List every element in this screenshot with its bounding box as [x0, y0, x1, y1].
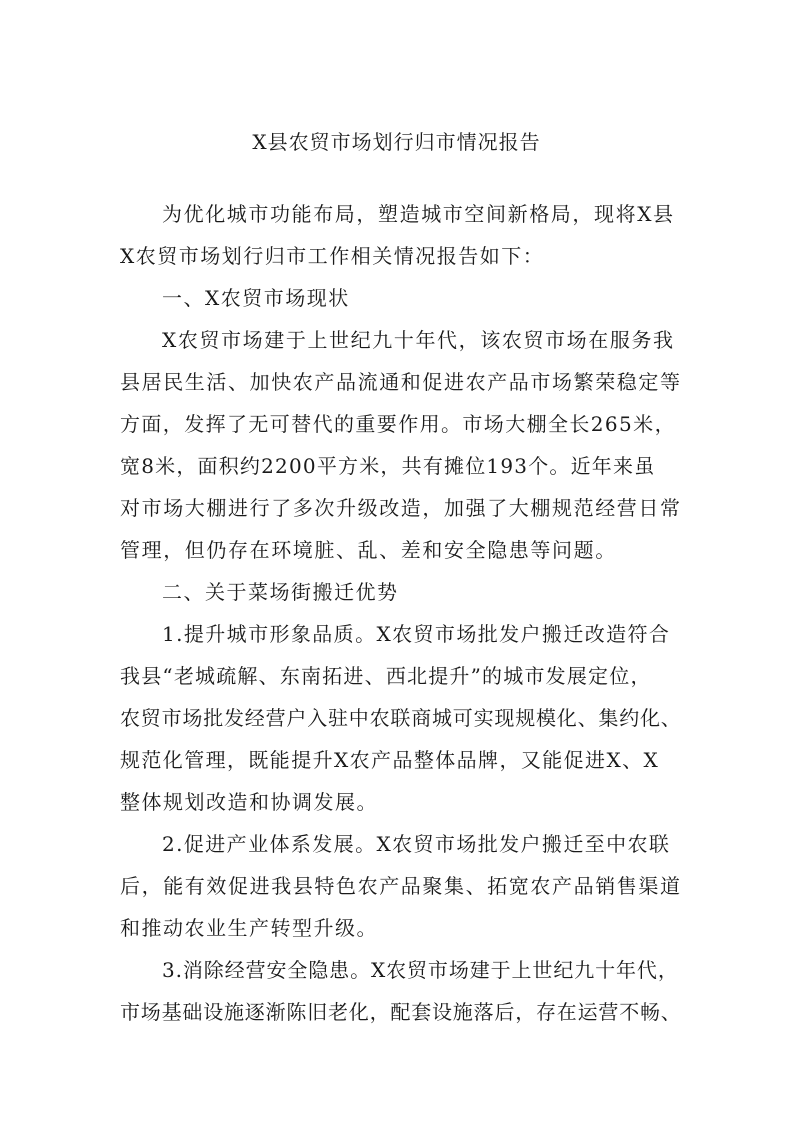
paragraph-line: 规范化管理，既能提升X农产品整体品牌，又能促进X、X — [120, 748, 660, 772]
paragraph-line: 农贸市场批发经营户入驻中农联商城可实现规模化、集约化、 — [120, 706, 682, 730]
paragraph-line: 市场基础设施逐渐陈旧老化，配套设施落后，存在运营不畅、 — [120, 1000, 682, 1024]
paragraph-line: 管理，但仍存在环境脏、乱、差和安全隐患等问题。 — [120, 538, 617, 562]
paragraph-line: X农贸市场建于上世纪九十年代，该农贸市场在服务我 — [162, 328, 675, 352]
paragraph-line: 宽8米，面积约2200平方米，共有摊位193个。近年来虽 — [120, 454, 656, 478]
paragraph-line: 我县“老城疏解、东南拓进、西北提升”的城市发展定位， — [120, 664, 652, 688]
paragraph-line: 县居民生活、加快农产品流通和促进农产品市场繁荣稳定等 — [120, 370, 682, 394]
section-heading: 二、关于菜场街搬迁优势 — [162, 580, 399, 604]
paragraph-line: 整体规划改造和协调发展。 — [120, 790, 378, 814]
section-heading: 一、X农贸市场现状 — [162, 286, 350, 310]
paragraph-line: 2.促进产业体系发展。X农贸市场批发户搬迁至中农联 — [162, 832, 671, 856]
paragraph-line: 1.提升城市形象品质。X农贸市场批发户搬迁改造符合 — [162, 622, 671, 646]
paragraph-line: 后，能有效促进我县特色农产品聚集、拓宽农产品销售渠道 — [120, 874, 682, 898]
paragraph-line: 3.消除经营安全隐患。X农贸市场建于上世纪九十年代， — [162, 958, 679, 982]
paragraph-line: 和推动农业生产转型升级。 — [120, 916, 378, 940]
paragraph-line: X农贸市场划行归市工作相关情况报告如下： — [120, 244, 545, 268]
paragraph-line: 为优化城市功能布局，塑造城市空间新格局，现将X县 — [162, 202, 675, 226]
document-title: X县农贸市场划行归市情况报告 — [252, 130, 541, 154]
paragraph-line: 方面，发挥了无可替代的重要作用。市场大棚全长265米， — [120, 412, 676, 436]
paragraph-line: 对市场大棚进行了多次升级改造，加强了大棚规范经营日常 — [120, 496, 682, 520]
